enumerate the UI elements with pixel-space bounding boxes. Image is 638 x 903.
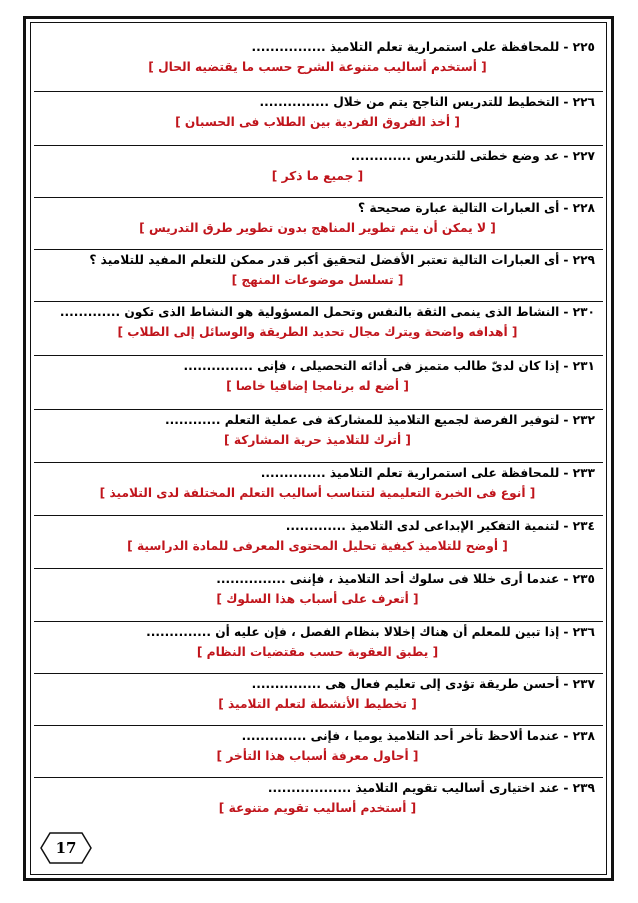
answer-text: [ أتعرف على أسباب هذا السلوك ]: [216, 592, 419, 606]
question-text: للمحافظة على استمرارية تعلم التلاميذ ................: [251, 40, 560, 54]
question-number: ٢٣٠ -: [563, 305, 595, 319]
question-number: ٢٢٥ -: [563, 40, 595, 54]
question-text: إذا كان لدىّ طالب متميز فى أدائه التحصيلى ، فإنى ...............: [183, 359, 560, 373]
question-number: ٢٣٦ -: [563, 625, 595, 639]
question-number: ٢٢٧ -: [563, 149, 595, 163]
question-text: لتوفير الفرصة لجميع التلاميذ للمشاركة فى عملية التعلم ............: [164, 413, 560, 427]
question-text: التخطيط للتدريس الناجح يتم من خلال ...............: [259, 95, 560, 109]
question-number: ٢٢٩ -: [563, 253, 595, 267]
question-text: أى العبارات التالية عبارة صحيحة ؟: [358, 201, 560, 215]
question-number: ٢٢٦ -: [563, 95, 595, 109]
page-number: 17: [55, 839, 77, 857]
question-235: [34, 569, 603, 622]
question-number: ٢٣٣ -: [563, 466, 595, 480]
answer-text: [ جميع ما ذكر ]: [271, 169, 364, 183]
question-238: [34, 726, 603, 778]
question-233: [34, 463, 603, 516]
answer-text: [ أضع له برنامجا إضافيا خاصا ]: [226, 379, 409, 393]
answer-text: [ تسلسل موضوعات المنهج ]: [231, 273, 404, 287]
question-232: [34, 410, 603, 463]
question-text: عند اختيارى أساليب تقويم التلاميذ ..................: [267, 781, 560, 795]
question-text: للمحافظة على استمرارية تعلم التلاميذ ..............: [260, 466, 560, 480]
question-number: ٢٣١ -: [563, 359, 595, 373]
answer-text: [ أوضح للتلاميذ كيفية تحليل المحتوى المعرفى للمادة الدراسية ]: [127, 539, 508, 553]
answer-text: [ أهدافه واضحة ويترك مجال تحديد الطريقة والوسائل إلى الطلاب ]: [117, 325, 518, 339]
question-229: [34, 250, 603, 302]
question-text: عندما أرى خللا فى سلوك أحد التلاميذ ، فإننى ...............: [216, 572, 560, 586]
question-text: النشاط الذى ينمى الثقة بالنفس وتحمل المسؤولية هو النشاط الذى تكون .............: [59, 305, 560, 319]
answer-text: [ تخطيط الأنشطة لتعلم التلاميذ ]: [218, 697, 417, 711]
question-number: ٢٣٨ -: [563, 729, 595, 743]
question-text: عندما ألاحظ تأخر أحد التلاميذ يوميا ، فإنى ..............: [241, 729, 560, 743]
answer-text: [ أستخدم أساليب متنوعة الشرح حسب ما يقتضيه الحال ]: [148, 60, 487, 74]
answer-text: [ لا يمكن أن يتم تطوير المناهج بدون تطوير طرق التدريس ]: [139, 221, 496, 235]
question-237: [34, 674, 603, 726]
answer-text: [ يطبق العقوبة حسب مقتضيات النظام ]: [196, 645, 439, 659]
question-number: ٢٣٢ -: [563, 413, 595, 427]
answer-text: [ أخذ الفروق الفردية بين الطلاب فى الحسبان ]: [175, 115, 460, 129]
question-236: [34, 622, 603, 674]
question-number: ٢٣٥ -: [563, 572, 595, 586]
question-228: [34, 198, 603, 250]
question-number: ٢٣٩ -: [563, 781, 595, 795]
question-230: [34, 302, 603, 356]
question-231: [34, 356, 603, 410]
question-text: عد وضع خطتى للتدريس .............: [350, 149, 560, 163]
question-234: [34, 516, 603, 569]
question-text: إذا تبين للمعلم أن هناك إخلالا بنظام الفصل ، فإن عليه أن ..............: [146, 625, 560, 639]
question-number: ٢٢٨ -: [563, 201, 595, 215]
answer-text: [ أستخدم أساليب تقويم متنوعة ]: [218, 801, 417, 815]
answer-text: [ أترك للتلاميذ حرية المشاركة ]: [224, 433, 411, 447]
question-number: ٢٣٧ -: [563, 677, 595, 691]
question-text: لتنمية التفكير الإبداعى لدى التلاميذ .............: [285, 519, 560, 533]
question-239: [34, 778, 603, 828]
question-227: [34, 146, 603, 198]
question-226: [34, 92, 603, 146]
question-text: أحسن طريقة تؤدى إلى تعليم فعال هى ...............: [251, 677, 560, 691]
question-text: أى العبارات التالية تعتبر الأفضل لتحقيق أكبر قدر ممكن للتعلم المفيد للتلاميذ ؟: [89, 253, 560, 267]
answer-text: [ أنوع فى الخبرة التعليمية لتتناسب أساليب التعلم المختلفة لدى التلاميذ ]: [99, 486, 536, 500]
question-225: [34, 37, 603, 92]
question-number: ٢٣٤ -: [563, 519, 595, 533]
answer-text: [ أحاول معرفة أسباب هذا التأخر ]: [216, 749, 419, 763]
